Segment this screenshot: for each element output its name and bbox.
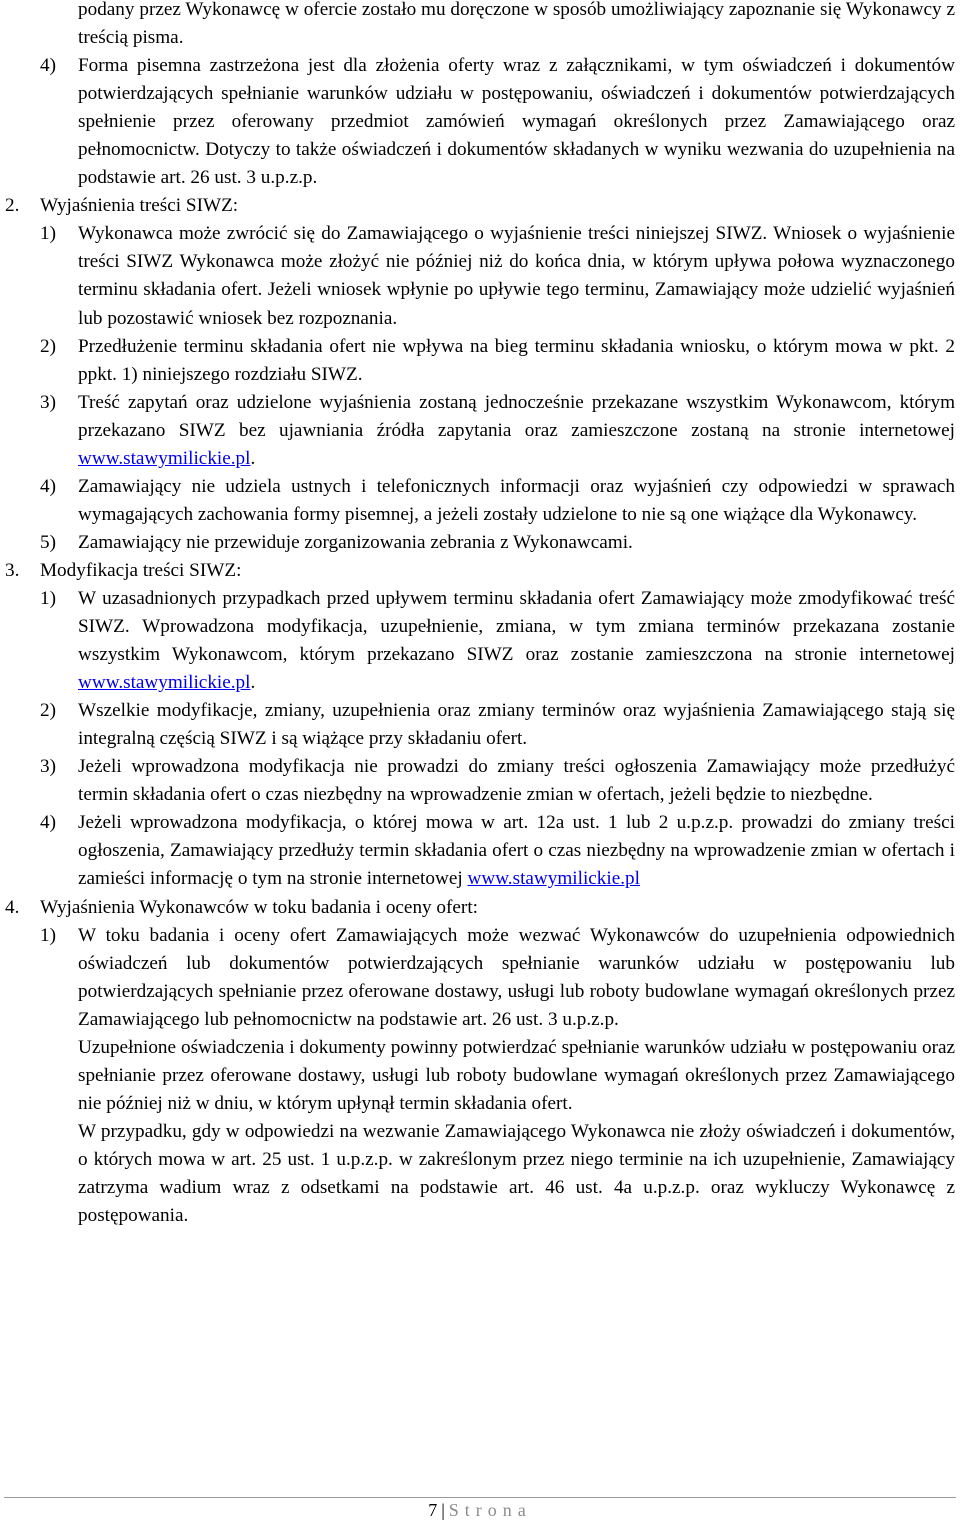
list-item — [5, 529, 955, 557]
section-heading — [5, 192, 955, 220]
list-item — [5, 473, 955, 529]
section-title: Wyjaśnienia treści SIWZ: — [40, 195, 239, 217]
item-text: Forma pisemna zastrzeżona jest dla złożenia oferty wraz z załącznikami, w tym oświadczeń i dokumentów potwierdzających spełnianie warunków udziału w postępowaniu, oświadczeń i dokumentów potwierdzających spełnienie przez oferowany przedmiot zamówień wymagań określonych przez Zamawiającego oraz pełnomocnictw. Dotyczy to także oświadczeń i dokumentów składanych w wyniku wezwania do uzupełnienia na podstawie art. 26 ust. 3 u.p.z.p. — [78, 55, 955, 189]
list-item — [5, 753, 955, 809]
paragraph-continuation: podany przez Wykonawcę w ofercie zostało mu doręczone w sposób umożliwiający zapoznanie się Wykonawcy z treścią pisma. — [78, 0, 955, 49]
item-text-with-link — [78, 809, 955, 893]
item-number: 3) — [40, 756, 56, 778]
item-text: Wszelkie modyfikacje, zmiany, uzupełnienia oraz zmiany terminów oraz wyjaśnienia Zamawiającego stają się integralną częścią SIWZ i są wiążące przy składaniu ofert. — [78, 700, 955, 750]
item-number: 1) — [40, 587, 56, 609]
page-number: 7 — [428, 1500, 438, 1520]
footer-separator: | — [441, 1500, 445, 1520]
punctuation: . — [250, 672, 256, 694]
list-item — [5, 333, 955, 389]
footer-divider — [4, 1497, 956, 1498]
punctuation: . — [250, 447, 256, 469]
list-item — [5, 52, 955, 192]
item-number: 4) — [40, 55, 56, 77]
list-item — [5, 809, 955, 893]
list-item — [5, 389, 955, 473]
document-body — [5, 0, 955, 1230]
item-text-with-link — [78, 585, 955, 697]
list-item — [5, 585, 955, 697]
item-number: 1) — [40, 223, 56, 245]
list-item — [5, 922, 955, 1034]
item-text: Jeżeli wprowadzona modyfikacja nie prowadzi do zmiany treści ogłoszenia Zamawiający może przedłużyć termin składania ofert o czas niezbędny na wprowadzenie zmian w ofertach, jeżeli będzie to niezbędne. — [78, 756, 955, 806]
item-text: W uzasadnionych przypadkach przed upływem terminu składania ofert Zamawiający może zmodyfikować treść SIWZ. Wprowadzona modyfikacja, uzupełnienie, zmiana, w tym zmiana terminów przekazana zostanie wszystkim Wykonawcom, którym przekazano SIWZ oraz zostanie zamieszczona na stronie internetowej — [78, 587, 955, 666]
paragraph: Uzupełnione oświadczenia i dokumenty powinny potwierdzać spełnianie warunków udziału w postępowaniu oraz spełnianie przez oferowane dostawy, usługi lub roboty budowlane wymagań określonych przez Zamawiającego nie później niż w dniu, w którym upłynął termin składania ofert. — [78, 1036, 955, 1114]
list-item — [5, 697, 955, 753]
item-number: 1) — [40, 924, 56, 946]
item-text: Jeżeli wprowadzona modyfikacja, o której mowa w art. 12a ust. 1 lub 2 u.p.z.p. prowadzi do zmiany treści ogłoszenia, Zamawiający przedłuży termin składania ofert o czas niezbędny na wprowadzenie zmian w ofertach i zamieści informację o tym na stronie internetowej — [78, 812, 955, 890]
section-heading — [5, 894, 955, 922]
paragraph: W przypadku, gdy w odpowiedzi na wezwanie Zamawiającego Wykonawca nie złoży oświadczeń i dokumentów, o których mowa w art. 25 ust. 1 u.p.z.p. w zakreślonym przez niego terminie na ich uzupełnienie, Zamawiający zatrzyma wadium wraz z odsetkami na podstawie art. 46 ust. 4a u.p.z.p. oraz wykluczy Wykonawcę z postępowania. — [78, 1120, 955, 1227]
item-text: Zamawiający nie przewiduje zorganizowania zebrania z Wykonawcami. — [78, 531, 633, 553]
section-title: Wyjaśnienia Wykonawców w toku badania i oceny ofert: — [40, 896, 478, 918]
item-number: 2) — [40, 700, 56, 722]
item-text: W toku badania i oceny ofert Zamawiających może wezwać Wykonawców do uzupełnienia odpowiednich oświadczeń lub dokumentów potwierdzających spełnianie warunków udziału w postępowaniu lub potwierdzających spełnianie przez oferowane dostawy, usługi lub roboty budowlane wymagań określonych przez Zamawiającego lub pełnomocnictw na podstawie art. 26 ust. 3 u.p.z.p. — [78, 924, 955, 1030]
item-text-with-link — [78, 389, 955, 473]
item-number: 2) — [40, 335, 56, 357]
item-text: Wykonawca może zwrócić się do Zamawiającego o wyjaśnienie treści niniejszej SIWZ. Wniosek o wyjaśnienie treści SIWZ Wykonawca może złożyć nie później niż do końca dnia, w którym upływa połowa wyznaczonego terminu składania ofert. Jeżeli wniosek wpłynie po upływie tego terminu, Zamawiający może udzielić wyjaśnień lub pozostawić wniosek bez rozpoznania. — [78, 223, 955, 329]
item-number: 3) — [40, 391, 56, 413]
item-number: 4) — [40, 812, 56, 834]
item-number: 5) — [40, 531, 56, 553]
section-number: 3. — [5, 559, 20, 581]
section-number: 2. — [5, 195, 20, 217]
website-link[interactable]: www.stawymilickie.pl — [78, 672, 251, 694]
page-label: Strona — [448, 1500, 532, 1520]
item-text: Przedłużenie terminu składania ofert nie wpływa na bieg terminu składania wniosku, o którym mowa w pkt. 2 ppkt. 1) niniejszego rozdziału SIWZ. — [78, 335, 955, 385]
website-link[interactable]: www.stawymilickie.pl — [467, 868, 640, 890]
item-text: Treść zapytań oraz udzielone wyjaśnienia zostaną jednocześnie przekazane wszystkim Wykonawcom, którym przekazano SIWZ bez ujawniania źródła zapytania oraz zamieszczone zostaną na stronie internetowej — [78, 391, 955, 441]
item-number: 4) — [40, 475, 56, 497]
section-title: Modyfikacja treści SIWZ: — [40, 559, 242, 581]
list-item — [5, 220, 955, 332]
website-link[interactable]: www.stawymilickie.pl — [78, 447, 251, 469]
item-text: Zamawiający nie udziela ustnych i telefonicznych informacji oraz wyjaśnień czy odpowiedzi w sprawach wymagających zachowania formy pisemnej, a jeżeli zostały udzielone to nie są one wiążące dla Wykonawcy. — [78, 475, 955, 525]
section-heading — [5, 557, 955, 585]
section-number: 4. — [5, 896, 20, 918]
